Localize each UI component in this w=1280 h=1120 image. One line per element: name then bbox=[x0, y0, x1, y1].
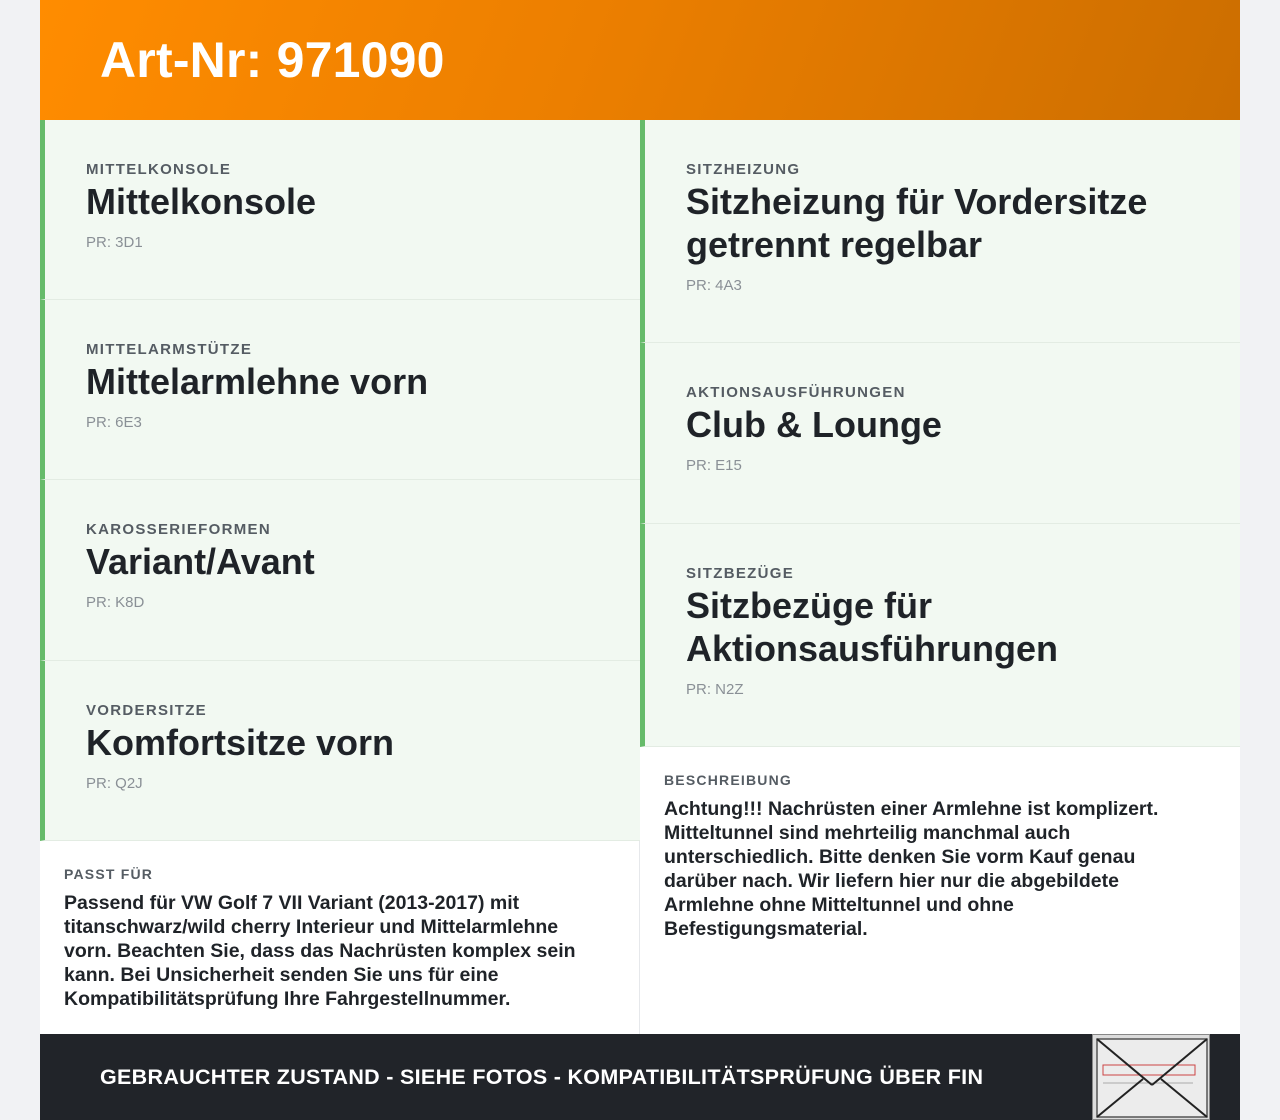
feature-columns bbox=[40, 120, 1240, 1034]
fits-section bbox=[40, 841, 640, 1035]
description-text: Achtung!!! Nachrüsten einer Armlehne ist komplizert. Mitteltunnel sind mehrteilig manchmal auch unterschiedlich. Bitte denken Sie vorm Kauf genau darüber nach. Wir liefern hier nur die abgebildete Armlehne ohne Mitteltunnel und ohne Befestigungsmaterial. bbox=[664, 798, 1159, 940]
feature-pr-code: PR: N2Z bbox=[686, 681, 744, 698]
feature-card bbox=[40, 120, 640, 300]
fits-label: PASST FÜR bbox=[64, 866, 154, 882]
feature-name: Mittelarmlehne vorn bbox=[86, 361, 429, 402]
feature-pr-code: PR: 6E3 bbox=[86, 414, 142, 431]
description-section bbox=[640, 747, 1240, 941]
feature-pr-code: PR: Q2J bbox=[86, 775, 143, 792]
right-column bbox=[640, 120, 1240, 941]
feature-card bbox=[40, 300, 640, 480]
header-bar bbox=[40, 0, 1240, 120]
feature-category: AKTIONSAUSFÜHRUNGEN bbox=[686, 384, 906, 401]
envelope-document-thumbnail-icon[interactable] bbox=[1092, 1034, 1210, 1120]
footer-notice: GEBRAUCHTER ZUSTAND - SIEHE FOTOS - KOMPATIBILITÄTSPRÜFUNG ÜBER FIN bbox=[100, 1064, 984, 1089]
feature-category: MITTELKONSOLE bbox=[86, 161, 232, 178]
feature-name: Club & Lounge bbox=[686, 404, 942, 445]
feature-pr-code: PR: 3D1 bbox=[86, 234, 143, 251]
feature-card bbox=[40, 661, 640, 841]
article-number-title: Art-Nr: 971090 bbox=[100, 32, 445, 88]
feature-name: Variant/Avant bbox=[86, 541, 315, 582]
envelope-icon bbox=[1093, 1035, 1210, 1120]
description-label: BESCHREIBUNG bbox=[664, 772, 792, 788]
feature-card bbox=[40, 480, 640, 661]
footer-bar bbox=[40, 1034, 1240, 1120]
product-card bbox=[40, 0, 1240, 1120]
feature-category: VORDERSITZE bbox=[86, 702, 207, 719]
feature-card bbox=[640, 524, 1240, 747]
feature-pr-code: PR: K8D bbox=[86, 594, 145, 611]
feature-pr-code: PR: E15 bbox=[686, 457, 742, 474]
feature-pr-code: PR: 4A3 bbox=[686, 277, 742, 294]
feature-name: Sitzheizung für Vordersitze getrennt regelbar bbox=[686, 181, 1148, 265]
feature-category: SITZHEIZUNG bbox=[686, 161, 801, 178]
feature-card bbox=[640, 343, 1240, 524]
feature-name: Mittelkonsole bbox=[86, 181, 317, 222]
feature-name: Komfortsitze vorn bbox=[86, 722, 395, 763]
feature-card bbox=[640, 120, 1240, 343]
feature-category: KAROSSERIEFORMEN bbox=[86, 521, 271, 538]
feature-category: SITZBEZÜGE bbox=[686, 565, 795, 582]
left-column bbox=[40, 120, 640, 1035]
fits-text: Passend für VW Golf 7 VII Variant (2013-2017) mit titanschwarz/wild cherry Interieur und Mittelarmlehne vorn. Beachten Sie, dass das Nachrüsten komplex sein kann. Bei Unsicherheit senden Sie uns für eine Kompatibilitätsprüfung Ihre Fahrgestellnummer. bbox=[64, 892, 576, 1010]
feature-name: Sitzbezüge für Aktionsausführungen bbox=[686, 585, 1059, 669]
feature-category: MITTELARMSTÜTZE bbox=[86, 341, 253, 358]
